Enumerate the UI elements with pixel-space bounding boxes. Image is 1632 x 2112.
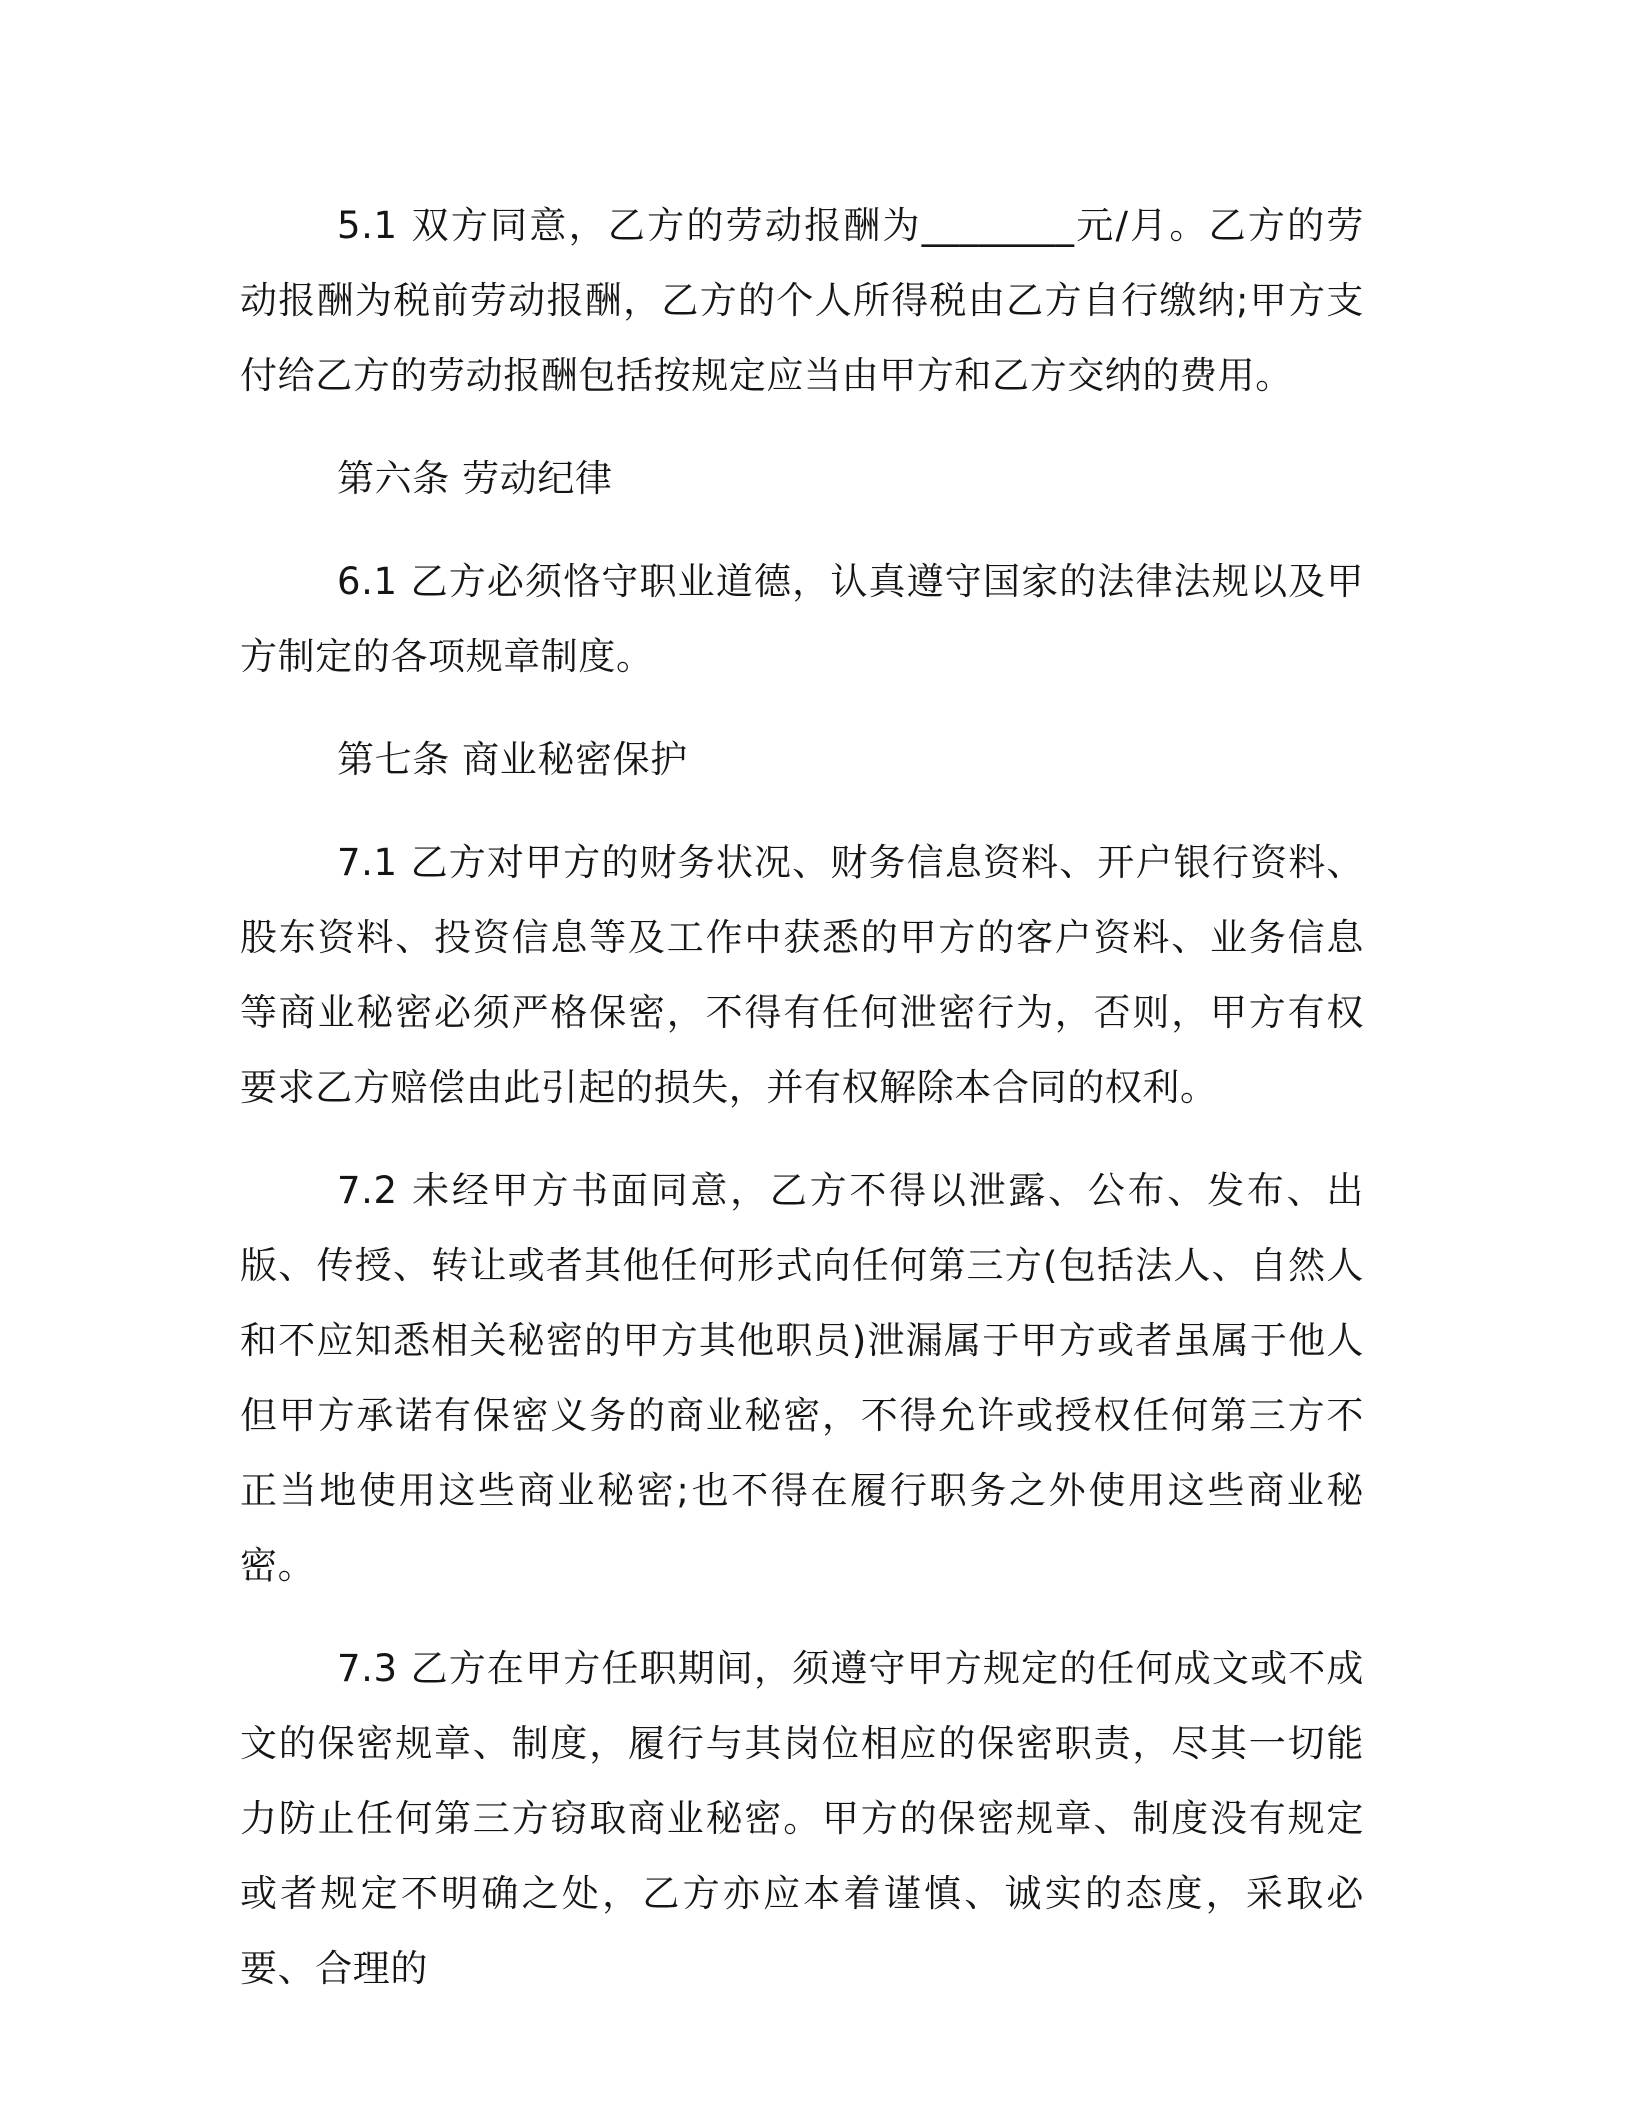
article-7-heading: 第七条 商业秘密保护 bbox=[337, 738, 688, 781]
clause-6-1: 6.1 乙方必须恪守职业道德，认真遵守国家的法律法规以及甲方制定的各项规章制度。 bbox=[240, 560, 1364, 678]
clause-7-2: 7.2 未经甲方书面同意，乙方不得以泄露、公布、发布、出版、传授、转让或者其他任何形式向任何第三方(包括法人、自然人和不应知悉相关秘密的甲方其他职员)泄漏属于甲方或者虽属于他人但甲方承诺有保密义务的商业秘密，不得允许或授权任何第三方不正当地使用这些商业秘密;也不得在履行职务之外使用这些商业秘密。 bbox=[240, 1169, 1364, 1587]
document-body bbox=[240, 188, 1364, 2034]
clause-5-1: 5.1 双方同意，乙方的劳动报酬为________元/月。乙方的劳动报酬为税前劳动报酬，乙方的个人所得税由乙方自行缴纳;甲方支付给乙方的劳动报酬包括按规定应当由甲方和乙方交纳的费用。 bbox=[240, 204, 1364, 397]
article-6-heading: 第六条 劳动纪律 bbox=[337, 457, 613, 500]
clause-7-3: 7.3 乙方在甲方任职期间，须遵守甲方规定的任何成文或不成文的保密规章、制度，履行与其岗位相应的保密职责，尽其一切能力防止任何第三方窃取商业秘密。甲方的保密规章、制度没有规定或者规定不明确之处，乙方亦应本着谨慎、诚实的态度，采取必要、合理的 bbox=[240, 1647, 1364, 1990]
clause-7-1: 7.1 乙方对甲方的财务状况、财务信息资料、开户银行资料、股东资料、投资信息等及工作中获悉的甲方的客户资料、业务信息等商业秘密必须严格保密，不得有任何泄密行为，否则，甲方有权要求乙方赔偿由此引起的损失，并有权解除本合同的权利。 bbox=[240, 841, 1364, 1109]
